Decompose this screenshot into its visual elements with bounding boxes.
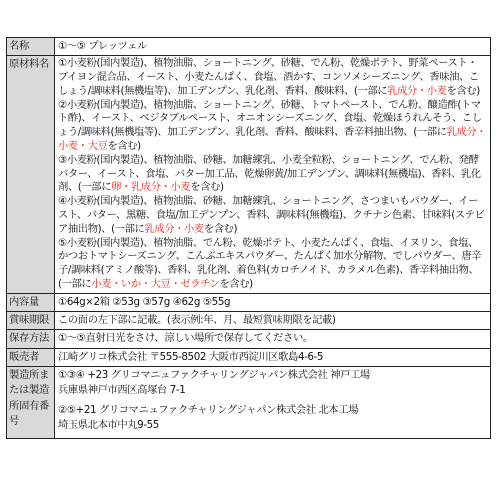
ingredient-item-5 (58, 237, 487, 292)
ingredients-label: 原材料名 (7, 56, 55, 294)
ingredient-text: を含む) (446, 84, 480, 97)
ingredient-text: ①小麦粉(国内製造)、植物油脂、ショートニング、砂糖、でん粉、乾燥ポテト、野菜ペースト・ブイヨン混合品、イースト、小麦たんぱく、食塩、酒かす、コンソメシーズニング、香味油、こしょう/調味料(無機塩等)、加工デンプン、乳化剤、香料、酸味料、(一部に (58, 57, 479, 97)
manufacturer-address: 埼玉県北本市中丸9-55 (58, 418, 159, 431)
storage-value: ①～⑤直射日光をさけ、涼しい場所で保存してください。 (55, 330, 491, 348)
product-label-table (6, 37, 491, 439)
allergen-text: 小麦・いか・大豆・ゼラチン (91, 278, 220, 291)
expiry-value: この面の左下部に記載。(表示例:年、月、最短賞味期限を記載) (55, 312, 491, 330)
name-label: 名称 (7, 38, 55, 56)
ingredient-text: を含む) (203, 222, 238, 235)
ingredient-text: ④小麦粉(国内製造)、植物油脂、砂糖、加糖練乳、ショートニング、さつまいもパウダー、イースト、バター、黒糖、食塩/加工デンプン、香料、調味料(無機塩)、クチナシ色素、甘味料(ステビア抽出物)、(一部に (58, 195, 485, 235)
storage-row (7, 330, 491, 348)
ingredient-item-4 (58, 195, 487, 236)
expiry-label: 賞味期限 (7, 312, 55, 330)
seller-value: 江崎グリコ株式会社 〒555-8502 大阪市西淀川区歌島4-6-5 (55, 348, 491, 366)
allergen-text: 乳成分・小麦・大豆 (58, 126, 487, 153)
content-value: ①64g×2箱 ②53g ③57g ④62g ⑤55g (55, 293, 491, 311)
manufacturer-block-1 (58, 368, 487, 399)
ingredient-text: を含む) (107, 140, 141, 153)
ingredient-text: ②小麦粉(国内製造)、植物油脂、ショートニング、砂糖、トマトペースト、でん粉、醸造酢(トマト酢)、イースト、ベジタブルペースト、オニオンシーズニング、食塩、乾燥ほうれんそう、こしょう/調味料(無機塩等)、加工デンプン、乳化剤、香料、酸味料、香辛料抽出物、(一部に (58, 98, 482, 139)
expiry-row (7, 312, 491, 330)
ingredients-value (55, 56, 491, 294)
content-row (7, 293, 491, 311)
ingredient-text: ③小麦粉(国内製造)、植物油脂、砂糖、加糖練乳、小麦全粒粉、ショートニング、でん粉、発酵バター、イースト、食塩、バター加工品、乾燥卵黄/加工デンプン、調味料(無機塩)、香料、乳化剤、(一部に (58, 153, 481, 194)
ingredients-row (7, 56, 491, 294)
manufacturer-block-2 (58, 403, 487, 434)
manufacturer-name: ①③④ +23 グリコマニュファクチャリングジャパン株式会社 神戸工場 (58, 369, 370, 382)
ingredient-text: を含む) (190, 181, 224, 194)
seller-label: 販売者 (7, 348, 55, 366)
name-value: ①～⑤ プレッツェル (55, 38, 491, 56)
content-label: 内容量 (7, 293, 55, 311)
name-row (7, 38, 491, 56)
manufacturer-name: ②⑤+21 グリコマニュファクチャリングジャパン株式会社 北本工場 (58, 403, 359, 416)
ingredient-item-3 (58, 154, 487, 195)
manufacturer-value (55, 367, 491, 439)
manufacturer-row (7, 367, 491, 439)
manufacturer-label: 製造所または製造所固有番号 (7, 367, 55, 439)
ingredient-text: ⑤小麦粉(国内製造)、植物油脂、でん粉、乾燥ポテト、小麦たんぱく、食塩、イヌリン、食塩、かつおトマトシーズニング、こんぶエキスパウダー、たんぱく加水分解物、でしパウダー、唐辛子/調味料(アミノ酸等)、香料、乳化剤、着色料(カロチノイド、カラメル色素)、香辛料抽出物、(一部に (58, 236, 482, 291)
ingredient-text: を含む) (219, 278, 253, 291)
ingredient-item-2 (58, 99, 487, 154)
storage-label: 保存方法 (7, 330, 55, 348)
allergen-text: 乳成分・小麦 (387, 84, 447, 97)
ingredient-item-1 (58, 57, 487, 98)
seller-row (7, 348, 491, 366)
allergen-text: 卵・乳成分・小麦 (111, 181, 191, 194)
allergen-text: 乳成分・小麦 (144, 222, 204, 235)
manufacturer-address: 兵庫県神戸市西区高塚台 7-1 (58, 384, 186, 397)
